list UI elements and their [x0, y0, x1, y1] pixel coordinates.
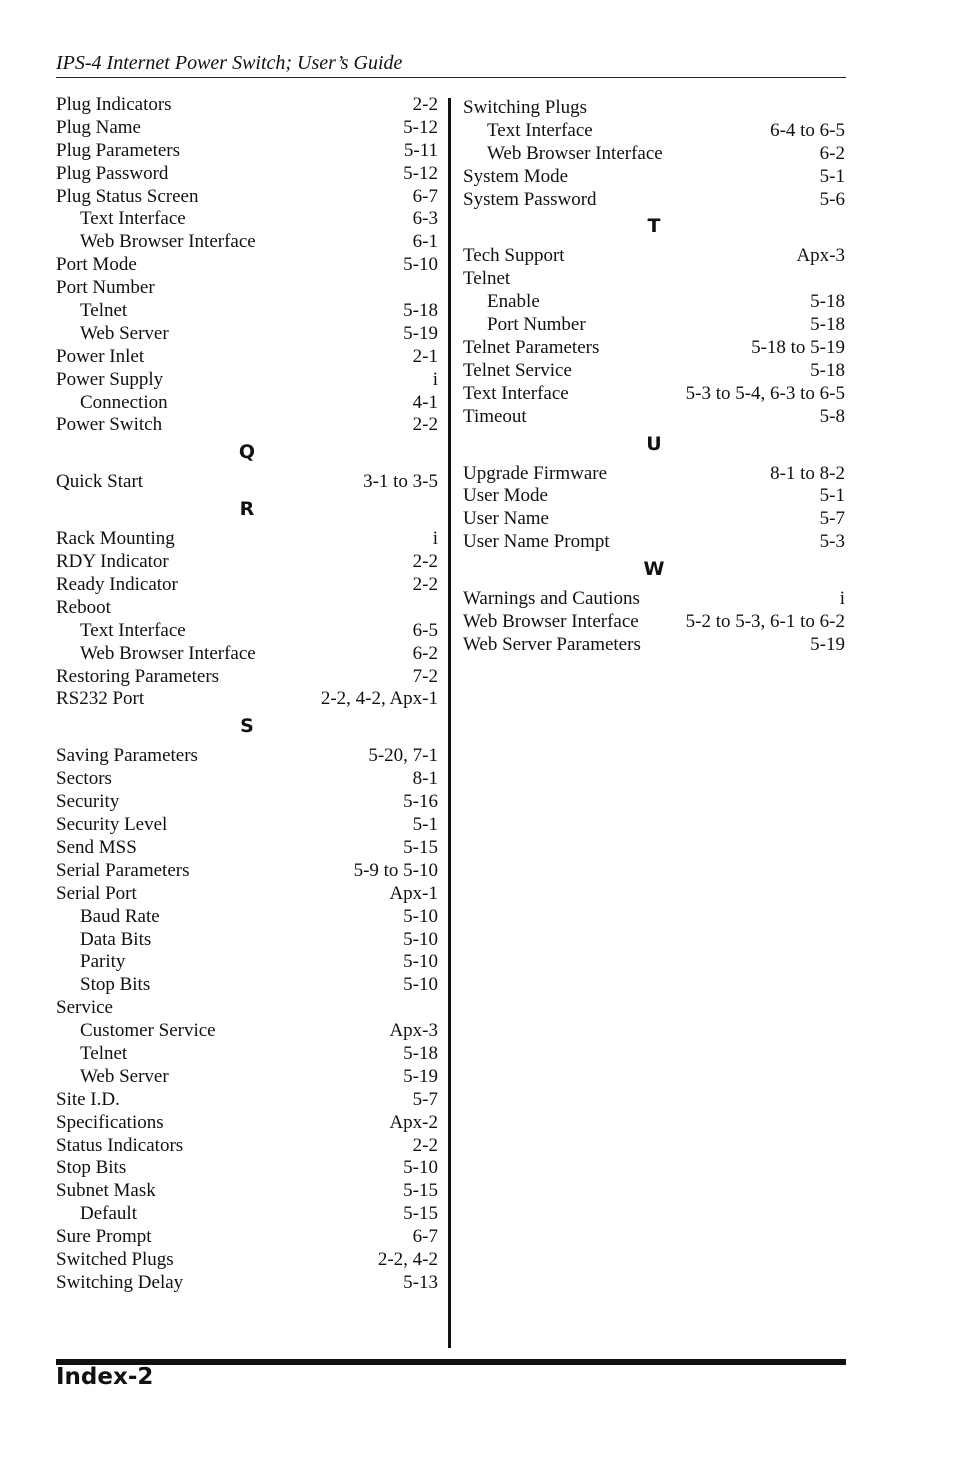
- index-page-refs: 5-13: [403, 1271, 438, 1293]
- index-subentry: [56, 906, 438, 929]
- index-term: Text Interface: [80, 208, 186, 230]
- index-subentry: [56, 1203, 438, 1226]
- index-page-refs: 6-7: [412, 1226, 438, 1248]
- index-term: Switching Plugs: [463, 97, 588, 118]
- index-page-refs: i: [839, 588, 845, 610]
- index-term: Web Browser Interface: [80, 642, 256, 664]
- index-page-refs: 5-19: [403, 322, 438, 344]
- index-subentry: [56, 974, 438, 997]
- index-subentry: [56, 208, 438, 231]
- index-subentry: [56, 300, 438, 323]
- index-page-refs: i: [432, 368, 438, 390]
- index-term: Default: [80, 1203, 137, 1225]
- index-page-refs: 3-1 to 3-5: [363, 471, 438, 493]
- index-term: Plug Indicators: [56, 94, 172, 115]
- index-term: System Mode: [463, 165, 569, 187]
- index-term: Rack Mounting: [56, 528, 175, 550]
- index-page-refs: 6-2: [819, 142, 845, 164]
- column-divider: [448, 98, 451, 1348]
- index-page-refs: Apx-3: [389, 1020, 438, 1042]
- index-term: Security Level: [56, 814, 168, 836]
- index-term: Reboot: [56, 596, 111, 618]
- index-subentry: [56, 1020, 438, 1043]
- index-entry: [56, 94, 438, 117]
- index-entry: [463, 611, 845, 634]
- index-term: Upgrade Firmware: [463, 462, 608, 484]
- index-page-refs: Apx-2: [389, 1111, 438, 1133]
- index-column-right: [463, 97, 845, 657]
- index-page-refs: 5-20, 7-1: [368, 745, 438, 767]
- index-term: Timeout: [463, 405, 527, 427]
- index-page-refs: 5-9 to 5-10: [353, 859, 438, 881]
- index-letter-heading: S: [240, 715, 254, 738]
- index-term: Web Browser Interface: [80, 231, 256, 253]
- index-term: User Name Prompt: [463, 531, 610, 553]
- index-subentry: [56, 392, 438, 415]
- index-term: Telnet: [80, 1042, 128, 1064]
- index-entry: [56, 1180, 438, 1203]
- index-term: Security: [56, 791, 120, 813]
- index-page-refs: 5-7: [819, 508, 845, 530]
- index-page-refs: 2-2: [412, 574, 438, 596]
- index-subentry: [463, 314, 845, 337]
- index-subentry: [56, 643, 438, 666]
- index-page-refs: 5-10: [403, 254, 438, 276]
- index-term: Plug Name: [56, 116, 141, 138]
- index-subentry: [463, 143, 845, 166]
- index-page-refs: 5-12: [403, 162, 438, 184]
- index-term: Warnings and Cautions: [463, 588, 640, 610]
- index-page-refs: 5-18: [403, 300, 438, 322]
- index-entry: [56, 837, 438, 860]
- index-entry: [463, 383, 845, 406]
- index-entry: [463, 189, 845, 212]
- index-subentry: [56, 1066, 438, 1089]
- index-term: Enable: [487, 291, 540, 313]
- index-page-refs: 5-3 to 5-4, 6-3 to 6-5: [685, 382, 845, 404]
- index-entry: [463, 508, 845, 531]
- index-page-refs: 2-2: [412, 94, 438, 115]
- index-term: Text Interface: [463, 382, 569, 404]
- index-term: Web Browser Interface: [487, 142, 663, 164]
- index-entry: [463, 634, 845, 657]
- index-page-refs: 2-2, 4-2, Apx-1: [320, 688, 438, 710]
- document-title: IPS-4 Internet Power Switch; User’s Guide: [56, 52, 403, 74]
- index-term: Telnet Service: [463, 359, 572, 381]
- index-page-refs: 5-11: [403, 139, 438, 161]
- index-page-refs: 5-18: [810, 314, 845, 336]
- index-page-refs: 2-1: [412, 345, 438, 367]
- index-page-refs: 8-1 to 8-2: [770, 462, 845, 484]
- index-term: Plug Password: [56, 162, 169, 184]
- index-entry: [463, 406, 845, 429]
- index-term: Power Inlet: [56, 345, 145, 367]
- index-entry: [56, 1157, 438, 1180]
- index-letter-heading: R: [239, 498, 255, 521]
- index-page-refs: Apx-3: [796, 245, 845, 267]
- index-page-refs: 5-10: [403, 1157, 438, 1179]
- index-page-refs: 2-2, 4-2: [377, 1248, 438, 1270]
- index-term: RS232 Port: [56, 688, 145, 710]
- index-entry: [56, 597, 438, 620]
- index-entry: [56, 471, 438, 494]
- index-term: Saving Parameters: [56, 745, 198, 767]
- index-subentry: [463, 120, 845, 143]
- running-header: [56, 50, 846, 78]
- index-entry: [56, 860, 438, 883]
- index-entry: [56, 1272, 438, 1295]
- index-entry: [463, 463, 845, 486]
- index-page-refs: Apx-1: [389, 882, 438, 904]
- index-entry: [56, 768, 438, 791]
- index-entry: [56, 254, 438, 277]
- index-term: Web Server: [80, 322, 169, 344]
- index-term: Power Supply: [56, 368, 164, 390]
- index-term: Power Switch: [56, 414, 163, 436]
- index-page-refs: 5-10: [403, 974, 438, 996]
- index-entry: [56, 346, 438, 369]
- index-entry: [463, 245, 845, 268]
- index-page-refs: 5-15: [403, 1180, 438, 1202]
- index-term: Web Server: [80, 1065, 169, 1087]
- index-term: User Name: [463, 508, 549, 530]
- index-term: Telnet: [80, 300, 128, 322]
- index-term: RDY Indicator: [56, 551, 169, 573]
- index-term: User Mode: [463, 485, 548, 507]
- index-term: Web Browser Interface: [463, 611, 639, 633]
- index-term: Serial Parameters: [56, 859, 190, 881]
- index-page-refs: 5-18: [810, 359, 845, 381]
- index-term: Port Number: [56, 277, 155, 299]
- index-subentry: [56, 620, 438, 643]
- index-term: Baud Rate: [80, 905, 160, 927]
- index-entry: [463, 97, 845, 120]
- index-term: Serial Port: [56, 882, 137, 904]
- index-subentry: [56, 951, 438, 974]
- index-entry: [56, 414, 438, 437]
- index-page-refs: 5-8: [819, 405, 845, 427]
- index-entry: [463, 268, 845, 291]
- index-entry: [56, 369, 438, 392]
- index-letter-heading: W: [643, 558, 665, 581]
- index-term: Data Bits: [80, 928, 152, 950]
- index-term: Restoring Parameters: [56, 665, 220, 687]
- index-term: Stop Bits: [80, 974, 151, 996]
- index-page-refs: 5-2 to 5-3, 6-1 to 6-2: [685, 611, 845, 633]
- index-column-left: [56, 94, 438, 1295]
- index-entry: [56, 140, 438, 163]
- index-page-refs: 4-1: [412, 391, 438, 413]
- index-entry: [56, 745, 438, 768]
- index-page-refs: 5-19: [810, 633, 845, 655]
- index-entry: [56, 997, 438, 1020]
- index-page-refs: 6-5: [412, 619, 438, 641]
- index-page-refs: 5-18 to 5-19: [751, 337, 845, 359]
- index-term: Sure Prompt: [56, 1226, 152, 1248]
- index-page-refs: 5-18: [810, 291, 845, 313]
- index-entry: [56, 1249, 438, 1272]
- index-entry: [56, 528, 438, 551]
- index-entry: [56, 277, 438, 300]
- index-subentry: [56, 929, 438, 952]
- index-term: Tech Support: [463, 245, 565, 267]
- index-term: Service: [56, 997, 113, 1019]
- index-page-refs: 2-2: [412, 1134, 438, 1156]
- index-entry: [463, 588, 845, 611]
- index-subentry: [56, 1043, 438, 1066]
- index-term: Telnet Parameters: [463, 337, 600, 359]
- index-entry: [463, 360, 845, 383]
- footer-rule: [56, 1359, 846, 1365]
- index-term: Specifications: [56, 1111, 164, 1133]
- index-page-refs: 2-2: [412, 551, 438, 573]
- index-entry: [56, 1089, 438, 1112]
- index-page-refs: 5-16: [403, 791, 438, 813]
- index-term: Ready Indicator: [56, 574, 178, 596]
- index-page-refs: 6-4 to 6-5: [770, 119, 845, 141]
- index-term: Connection: [80, 391, 168, 413]
- index-term: Port Number: [487, 314, 586, 336]
- index-term: Sectors: [56, 768, 112, 790]
- index-term: Site I.D.: [56, 1088, 120, 1110]
- index-page-refs: 6-1: [412, 231, 438, 253]
- index-subentry: [56, 231, 438, 254]
- index-letter-heading: U: [646, 432, 662, 455]
- index-page-refs: 5-15: [403, 836, 438, 858]
- index-page-refs: 6-7: [412, 185, 438, 207]
- index-entry: [56, 883, 438, 906]
- index-term: Status Indicators: [56, 1134, 184, 1156]
- index-entry: [56, 574, 438, 597]
- index-entry: [56, 814, 438, 837]
- index-entry: [56, 186, 438, 209]
- index-page-refs: 8-1: [412, 768, 438, 790]
- index-term: Send MSS: [56, 836, 137, 858]
- index-entry: [56, 117, 438, 140]
- index-term: Stop Bits: [56, 1157, 127, 1179]
- index-term: Telnet: [463, 268, 511, 290]
- index-term: Switched Plugs: [56, 1248, 174, 1270]
- index-page-refs: 5-1: [412, 814, 438, 836]
- index-page-refs: 7-2: [412, 665, 438, 687]
- index-entry: [463, 531, 845, 554]
- index-term: Switching Delay: [56, 1271, 184, 1293]
- index-entry: [56, 1226, 438, 1249]
- index-term: Plug Parameters: [56, 139, 181, 161]
- index-entry: [56, 666, 438, 689]
- index-page-refs: 5-19: [403, 1065, 438, 1087]
- index-term: Parity: [80, 951, 126, 973]
- index-page-refs: 5-3: [819, 531, 845, 553]
- index-term: Text Interface: [80, 619, 186, 641]
- index-page-refs: 2-2: [412, 414, 438, 436]
- index-subentry: [56, 323, 438, 346]
- index-entry: [56, 551, 438, 574]
- index-subentry: [463, 291, 845, 314]
- index-letter-heading: Q: [238, 441, 256, 464]
- index-page-refs: 5-6: [819, 188, 845, 210]
- index-entry: [56, 1112, 438, 1135]
- index-entry: [463, 166, 845, 189]
- index-page-refs: 5-10: [403, 928, 438, 950]
- index-entry: [463, 485, 845, 508]
- index-page-refs: 5-15: [403, 1203, 438, 1225]
- index-entry: [463, 337, 845, 360]
- index-page-refs: 6-3: [412, 208, 438, 230]
- index-entry: [56, 1135, 438, 1158]
- index-page-refs: 5-18: [403, 1042, 438, 1064]
- index-page-refs: 5-10: [403, 905, 438, 927]
- page-number: Index-2: [56, 1364, 154, 1390]
- index-term: Text Interface: [487, 119, 593, 141]
- index-term: Plug Status Screen: [56, 185, 199, 207]
- index-entry: [56, 163, 438, 186]
- index-term: Subnet Mask: [56, 1180, 156, 1202]
- index-entry: [56, 791, 438, 814]
- index-page-refs: 5-1: [819, 165, 845, 187]
- index-term: System Password: [463, 188, 597, 210]
- index-page-refs: 5-7: [412, 1088, 438, 1110]
- index-page-refs: 5-1: [819, 485, 845, 507]
- index-term: Quick Start: [56, 471, 144, 493]
- index-term: Web Server Parameters: [463, 633, 641, 655]
- index-letter-heading: T: [647, 215, 661, 238]
- index-page-refs: i: [432, 528, 438, 550]
- index-page-refs: 5-12: [403, 116, 438, 138]
- index-term: Customer Service: [80, 1020, 216, 1042]
- index-entry: [56, 688, 438, 711]
- index-term: Port Mode: [56, 254, 137, 276]
- index-page-refs: 6-2: [412, 642, 438, 664]
- index-page-refs: 5-10: [403, 951, 438, 973]
